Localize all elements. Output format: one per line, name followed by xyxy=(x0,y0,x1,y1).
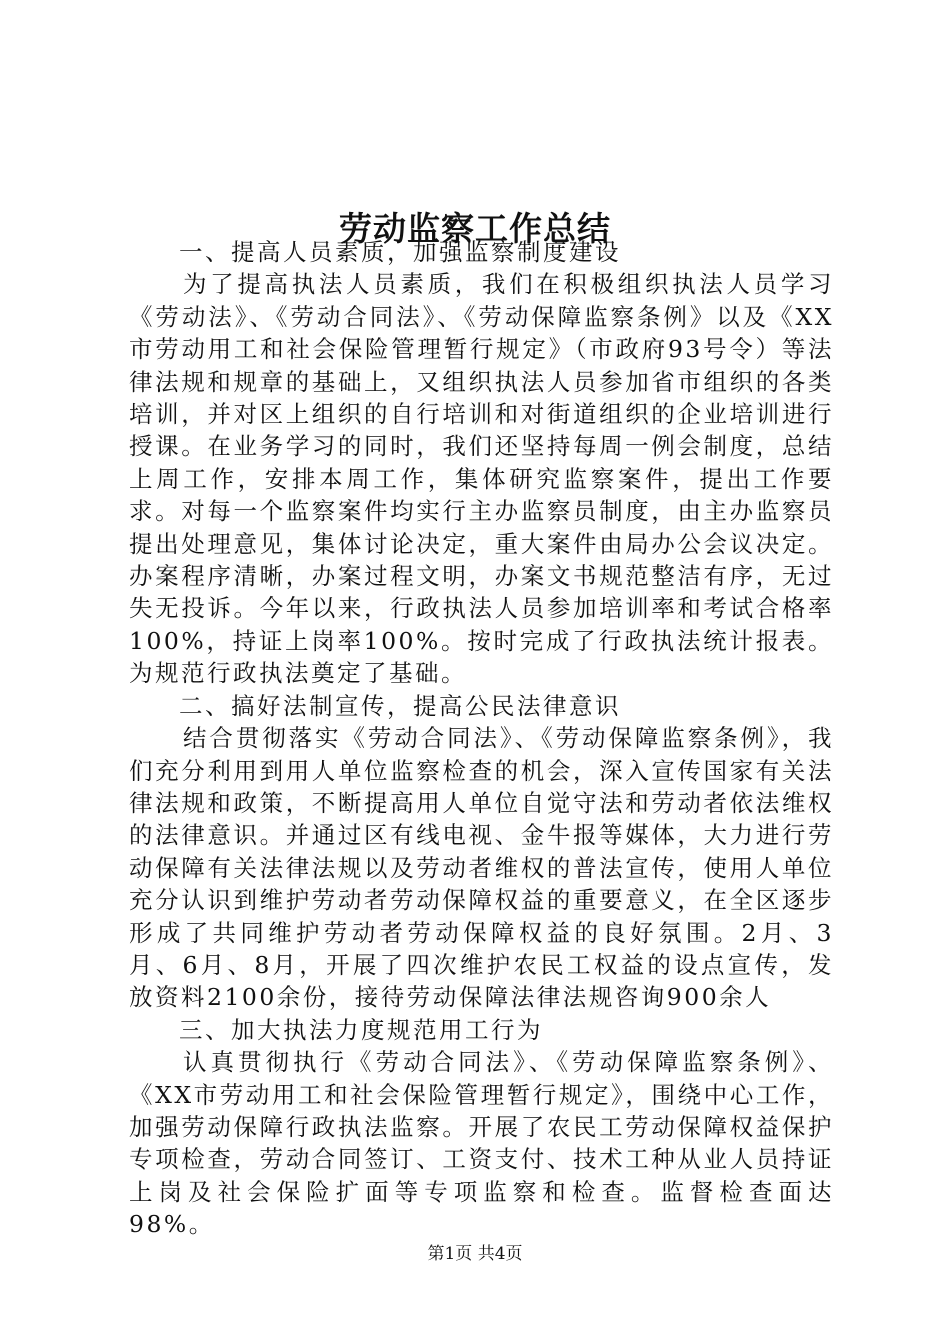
document-body xyxy=(129,236,834,1241)
document-title: 劳动监察工作总结 xyxy=(339,209,611,249)
section-2-paragraph: 结合贯彻落实《劳动合同法》、《劳动保障监察条例》，我们充分利用到用人单位监察检查的机会，深入宣传国家有关法律法规和政策，不断提高用人单位自觉守法和劳动者依法维权的法律意识。并通过区有线电视、金牛报等媒体，大力进行劳动保障有关法律法规以及劳动者维权的普法宣传，使用人单位充分认识到维护劳动者劳动保障权益的重要意义，在全区逐步形成了共同维护劳动者劳动保障权益的良好氛围。2月、3月、6月、8月，开展了四次维护农民工权益的设点宣传，发放资料2100余份，接待劳动保障法律法规咨询900余人 xyxy=(129,724,834,1012)
page-footer: 第1页 共4页 xyxy=(427,1244,523,1264)
section-3-paragraph: 认真贯彻执行《劳动合同法》、《劳动保障监察条例》、《XX市劳动用工和社会保险管理暂行规定》，围绕中心工作，加强劳动保障行政执法监察。开展了农民工劳动保障权益保护专项检查，劳动合同签订、工资支付、技术工种从业人员持证上岗及社会保险扩面等专项监察和检查。监督检查面达98%。 xyxy=(129,1048,834,1239)
section-1-heading: 一、提高人员素质，加强监察制度建设 xyxy=(179,238,621,266)
section-1-paragraph: 为了提高执法人员素质，我们在积极组织执法人员学习《劳动法》、《劳动合同法》、《劳动保障监察条例》以及《XX市劳动用工和社会保险管理暂行规定》（市政府93号令）等法律法规和规章的基础上，又组织执法人员参加省市组织的各类培训，并对区上组织的自行培训和对街道组织的企业培训进行授课。在业务学习的同时，我们还坚持每周一例会制度，总结上周工作，安排本周工作，集体研究监察案件，提出工作要求。对每一个监察案件均实行主办监察员制度，由主办监察员提出处理意见，集体讨论决定，重大案件由局办公会议决定。办案程序清晰，办案过程文明，办案文书规范整洁有序，无过失无投诉。今年以来，行政执法人员参加培训率和考试合格率100%，持证上岗率100%。按时完成了行政执法统计报表。为规范行政执法奠定了基础。 xyxy=(129,270,834,688)
section-3-heading: 三、加大执法力度规范用工行为 xyxy=(179,1015,543,1044)
section-2-heading: 二、搞好法制宣传，提高公民法律意识 xyxy=(179,691,621,720)
